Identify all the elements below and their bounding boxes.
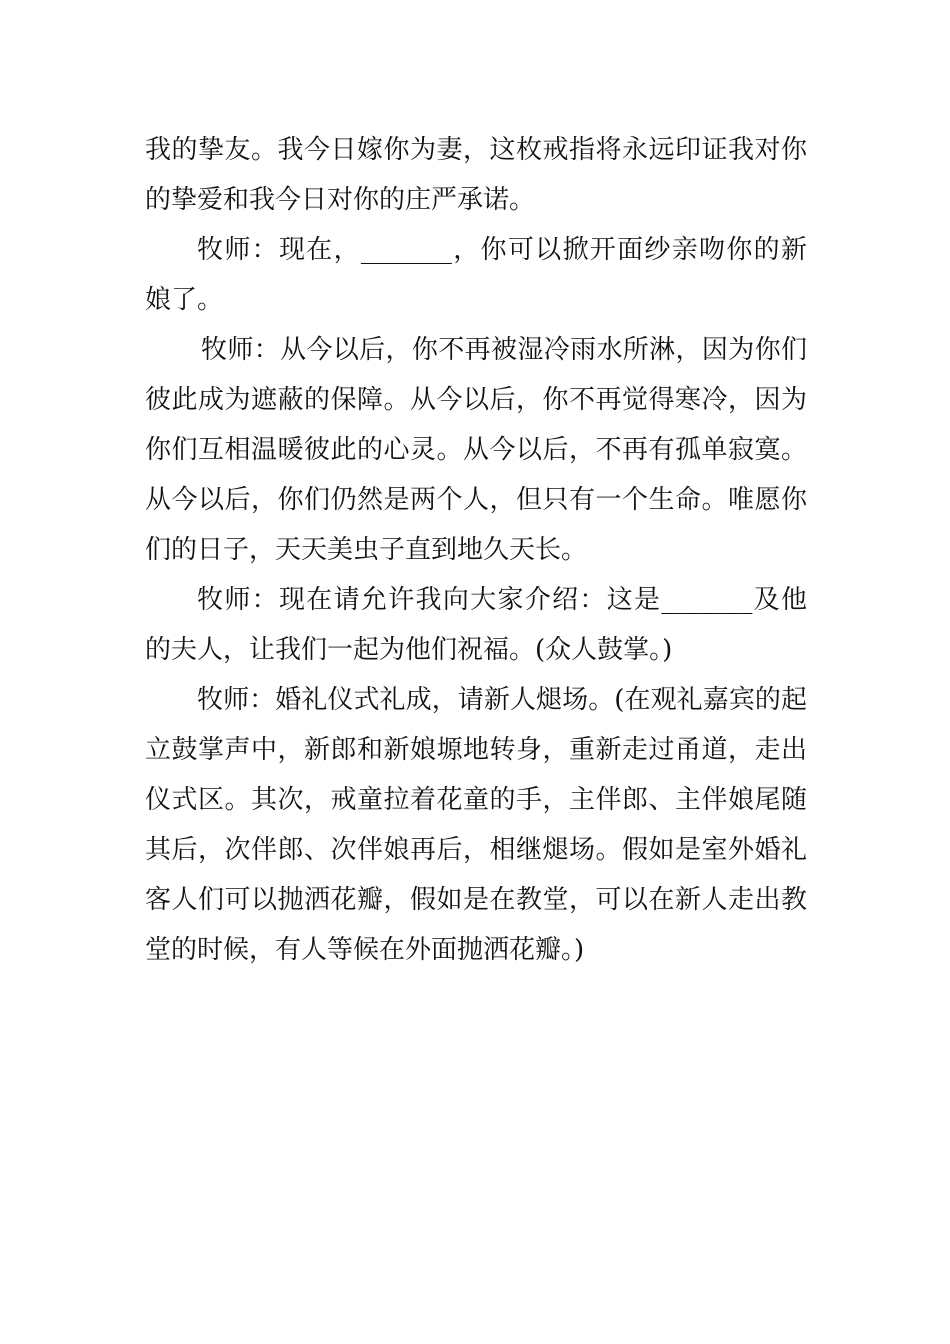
paragraph-kiss-the-bride: 牧师：现在，_______，你可以掀开面纱亲吻你的新娘了。	[145, 235, 807, 315]
paragraph-blessing: 牧师：从今以后，你不再被湿冷雨水所淋，因为你们彼此成为遮蔽的保障。从今以后，你不再觉得寒冷，因为你们互相温暖彼此的心灵。从今以后，不再有孤单寂寞。从今以后，你们仍然是两个人，但只有一个生命。唯愿你们的日子，天天美虫子直到地久天长。	[145, 335, 807, 565]
paragraph-vow-continuation: 我的挚友。我今日嫁你为妻，这枚戒指将永远印证我对你的挚爱和我今日对你的庄严承诺。	[145, 135, 807, 215]
paragraph-ceremony-end: 牧师：婚礼仪式礼成，请新人煺场。(在观礼嘉宾的起立鼓掌声中，新郎和新娘塬地转身，重新走过甬道，走出仪式区。其次，戒童拉着花童的手，主伴郎、主伴娘尾随其后，次伴郎、次伴娘再后，相继煺场。假如是室外婚礼客人们可以抛洒花瓣，假如是在教堂，可以在新人走出教堂的时候，有人等候在外面抛洒花瓣。)	[145, 685, 807, 965]
paragraph-introduction: 牧师：现在请允许我向大家介绍：这是_______及他的夫人，让我们一起为他们祝福。(众人鼓掌。)	[145, 585, 807, 665]
document-body	[145, 125, 807, 975]
